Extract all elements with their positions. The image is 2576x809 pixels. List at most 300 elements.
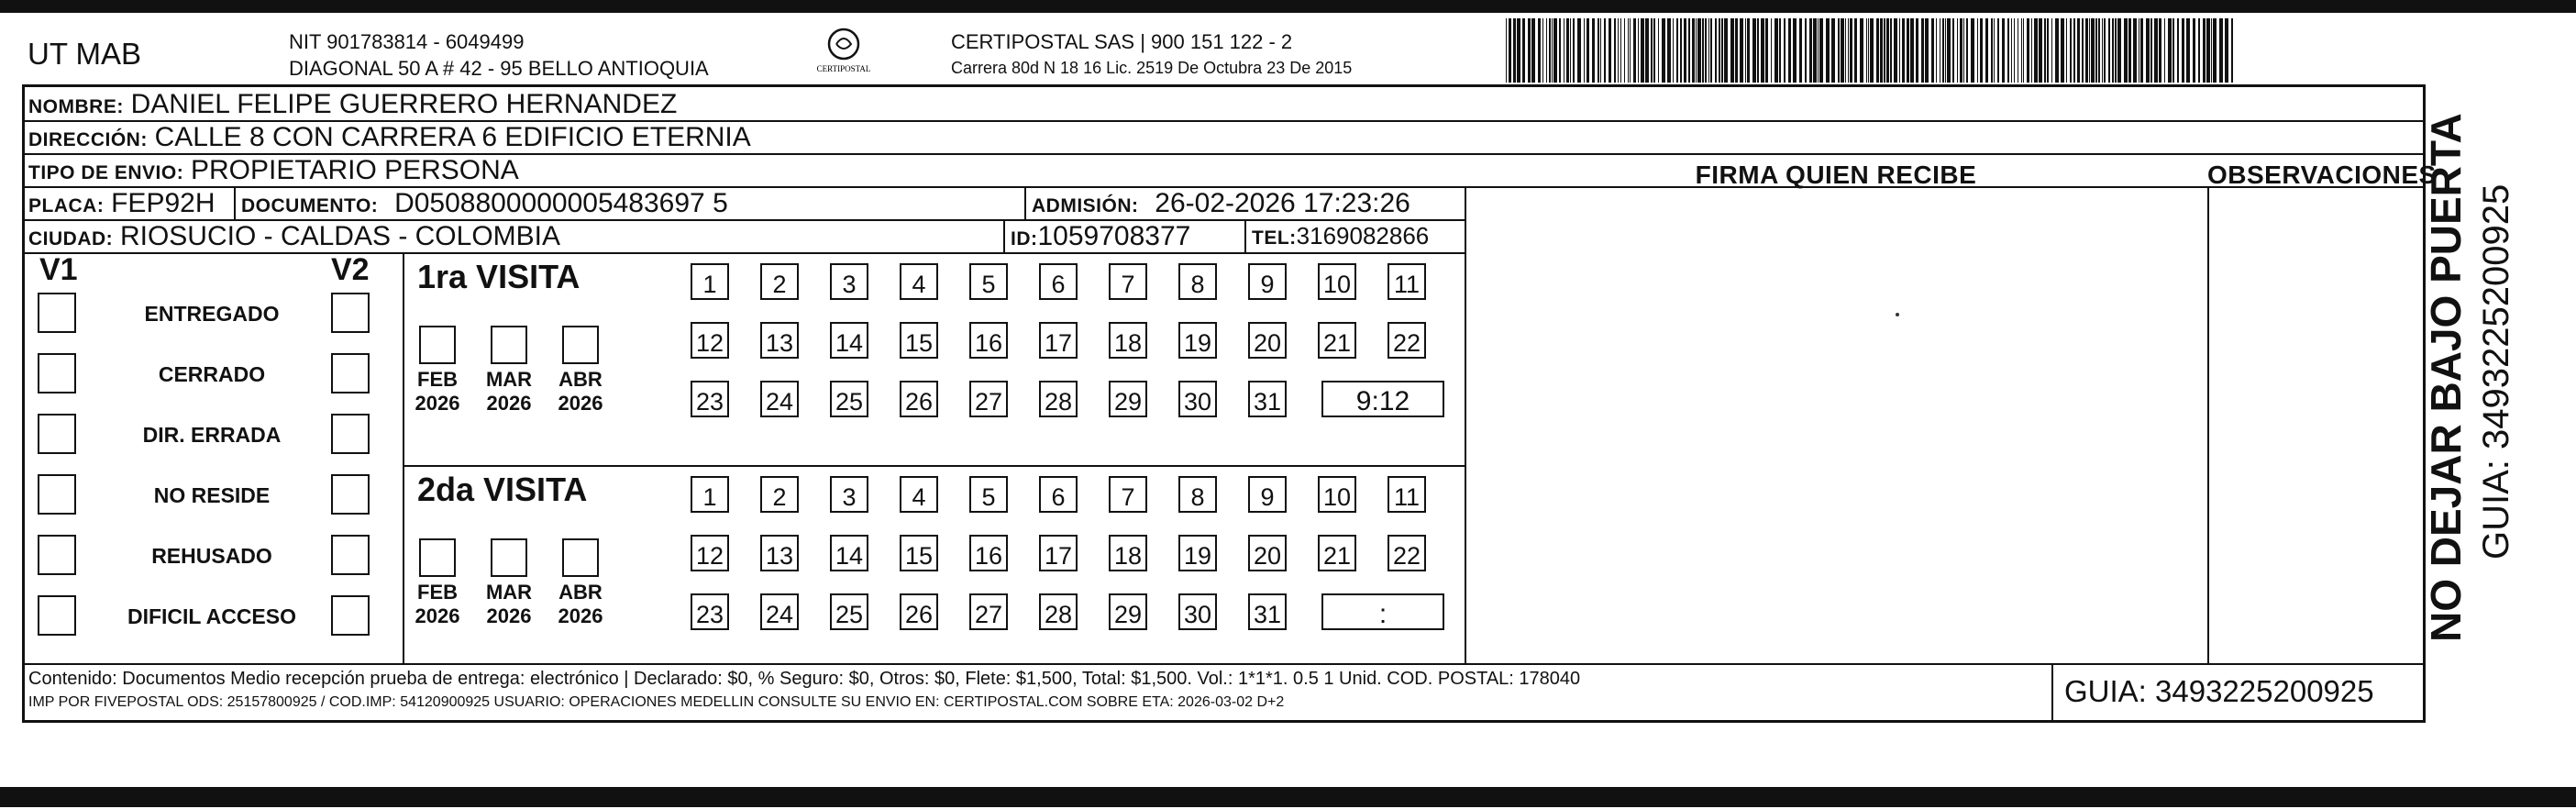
barcode-bar: [1971, 18, 1974, 83]
barcode-bar: [1592, 18, 1595, 83]
direccion-value: CALLE 8 CON CARRERA 6 EDIFICIO ETERNIA: [154, 122, 751, 152]
barcode-bar: [2168, 18, 2172, 83]
certipostal-logo: [812, 26, 876, 81]
day-box[interactable]: 14: [830, 535, 868, 571]
barcode-bar: [1688, 18, 1690, 83]
barcode-bar: [2089, 18, 2090, 83]
signature-mark: [1896, 313, 1899, 316]
carrier-license: Carrera 80d N 18 16 Lic. 2519 De Octubra 23 De 2015: [951, 59, 1353, 77]
barcode-bar: [1774, 18, 1778, 83]
barcode-bar: [1620, 18, 1621, 83]
day-box[interactable]: 2: [760, 476, 799, 513]
barcode-bar: [1528, 18, 1531, 83]
v2-checkbox[interactable]: [331, 353, 370, 393]
day-box[interactable]: 30: [1178, 593, 1217, 630]
v2-checkbox[interactable]: [331, 414, 370, 454]
day-box[interactable]: 15: [900, 322, 938, 359]
barcode-bar: [1604, 18, 1606, 83]
barcode-bar: [2154, 18, 2158, 83]
v1-checkbox[interactable]: [38, 595, 76, 636]
visit-title: 1ra VISITA: [417, 258, 580, 295]
barcode-bar: [1977, 18, 1978, 83]
barcode-bar: [2164, 18, 2165, 83]
barcode-bar: [1662, 18, 1665, 83]
day-box[interactable]: 14: [830, 322, 868, 359]
barcode-bar: [1614, 18, 1616, 83]
year-label: 2026: [415, 604, 460, 627]
barcode-bar: [2095, 18, 2097, 83]
barcode-bar: [1506, 18, 1507, 83]
day-box[interactable]: 5: [969, 263, 1008, 300]
company-address: DIAGONAL 50 A # 42 - 95 BELLO ANTIOQUIA: [289, 57, 709, 80]
barcode-bar: [2198, 18, 2200, 83]
barcode-bar: [2124, 18, 2128, 83]
v1-label: V1: [39, 252, 78, 287]
barcode-bar: [1936, 18, 1937, 83]
barcode-bar: [2077, 18, 2080, 83]
month-checkbox[interactable]: [491, 326, 527, 364]
barcode-bar: [1676, 18, 1678, 83]
day-box[interactable]: 18: [1109, 322, 1147, 359]
barcode-bar: [2102, 18, 2103, 83]
day-box[interactable]: 28: [1039, 381, 1078, 417]
barcode-bar: [2108, 18, 2110, 83]
day-box[interactable]: 3: [830, 476, 868, 513]
barcode-bar: [1730, 18, 1734, 83]
month-checkbox[interactable]: [562, 538, 599, 577]
barcode-bar: [1994, 18, 1995, 83]
nombre-value: DANIEL FELIPE GUERRERO HERNANDEZ: [130, 89, 678, 119]
barcode-bar: [1587, 18, 1589, 83]
barcode-bar: [1850, 18, 1852, 83]
barcode-bar: [2034, 18, 2038, 83]
tipo-envio-label: TIPO DE ENVIO:: [28, 162, 184, 183]
v1-checkbox[interactable]: [38, 414, 76, 454]
day-box[interactable]: 24: [760, 381, 799, 417]
year-label: 2026: [558, 392, 603, 415]
barcode-bar: [2186, 18, 2190, 83]
barcode-bar: [1793, 18, 1797, 83]
barcode-bar: [1771, 18, 1772, 83]
day-box[interactable]: 27: [969, 381, 1008, 417]
barcode-bar: [1966, 18, 1968, 83]
day-box[interactable]: 29: [1109, 593, 1147, 630]
status-option-label: ENTREGADO: [144, 302, 280, 326]
barcode-bar: [2027, 18, 2029, 83]
status-option-label: DIR. ERRADA: [142, 423, 282, 447]
barcode-bar: [2115, 18, 2117, 83]
barcode-bar: [2225, 18, 2228, 83]
day-box[interactable]: 1: [691, 263, 729, 300]
day-box[interactable]: 13: [760, 322, 799, 359]
barcode-bar: [1740, 18, 1743, 83]
day-box[interactable]: 20: [1248, 535, 1287, 571]
barcode-bar: [1513, 18, 1516, 83]
barcode-bar: [2002, 18, 2005, 83]
day-box[interactable]: 9: [1248, 263, 1287, 300]
ciudad-label: CIUDAD:: [28, 228, 114, 249]
barcode-bar: [1991, 18, 1993, 83]
barcode-bar: [1921, 18, 1924, 83]
day-box[interactable]: 12: [691, 535, 729, 571]
v2-checkbox[interactable]: [331, 474, 370, 515]
day-box[interactable]: 26: [900, 593, 938, 630]
barcode-bar: [1841, 18, 1844, 83]
v2-checkbox[interactable]: [331, 535, 370, 575]
barcode-bar: [1747, 18, 1750, 83]
barcode-bar: [1942, 18, 1944, 83]
barcode-bar: [2133, 18, 2137, 83]
day-box[interactable]: 10: [1318, 476, 1356, 513]
day-box[interactable]: 6: [1039, 476, 1078, 513]
day-box[interactable]: 5: [969, 476, 1008, 513]
barcode-bar: [1684, 18, 1686, 83]
time-box[interactable]: :: [1321, 593, 1444, 630]
day-box[interactable]: 8: [1178, 263, 1217, 300]
barcode-bar: [1715, 18, 1717, 83]
barcode-bar: [1819, 18, 1823, 83]
barcode-bar: [2203, 18, 2206, 83]
day-box[interactable]: 30: [1178, 381, 1217, 417]
barcode-bar: [1945, 18, 1946, 83]
barcode-bar: [1692, 18, 1695, 83]
day-box[interactable]: 11: [1388, 476, 1426, 513]
barcode-bar: [1584, 18, 1585, 83]
day-box[interactable]: 19: [1178, 535, 1217, 571]
year-label: 2026: [486, 604, 532, 627]
barcode-bar: [1826, 18, 1830, 83]
day-box[interactable]: 22: [1388, 322, 1426, 359]
barcode-bar: [1522, 18, 1525, 83]
direccion-label: DIRECCIÓN:: [28, 129, 148, 150]
documento-label: DOCUMENTO:: [241, 195, 379, 216]
time-box[interactable]: 9:12: [1321, 381, 1444, 417]
barcode-bar: [2021, 18, 2022, 83]
day-box[interactable]: 23: [691, 593, 729, 630]
year-label: 2026: [486, 392, 532, 415]
barcode-bar: [2104, 18, 2106, 83]
v2-label: V2: [331, 252, 370, 287]
barcode-bar: [2070, 18, 2072, 83]
barcode-bar: [1641, 18, 1644, 83]
barcode-bar: [1952, 18, 1954, 83]
bottom-border-bar: [0, 787, 2576, 807]
day-box[interactable]: 17: [1039, 535, 1078, 571]
barcode-bar: [2098, 18, 2100, 83]
barcode-bar: [1553, 18, 1557, 83]
side-guia: GUIA: 3493225200925: [2476, 183, 2516, 560]
nombre-label: NOMBRE:: [28, 96, 124, 117]
day-box[interactable]: 16: [969, 322, 1008, 359]
observaciones-header: OBSERVACIONES: [2207, 161, 2437, 189]
month-checkbox[interactable]: [419, 326, 456, 364]
barcode-bar: [1997, 18, 1999, 83]
barcode-bar: [1960, 18, 1962, 83]
barcode-bar: [1509, 18, 1511, 83]
tipo-envio-value: PROPIETARIO PERSONA: [190, 155, 519, 185]
side-warning: NO DEJAR BAJO PUERTA: [2422, 113, 2470, 642]
barcode-bar: [1542, 18, 1543, 83]
visit-title: 2da VISITA: [417, 471, 588, 508]
barcode-bar: [2182, 18, 2184, 83]
barcode-bar: [1870, 18, 1874, 83]
barcode-bar: [1667, 18, 1671, 83]
barcode-bar: [1813, 18, 1817, 83]
day-box[interactable]: 4: [900, 263, 938, 300]
barcode-bar: [2211, 18, 2212, 83]
barcode-bar: [1854, 18, 1857, 83]
admision-value: 26-02-2026 17:23:26: [1155, 188, 1410, 218]
imp-text: IMP POR FIVEPOSTAL ODS: 25157800925 / COD.IMP: 54120900925 USUARIO: OPERACIONES MEDELLIN CONSULTE SU ENVIO EN: CERTIPOSTAL.COM SOBRE ETA: 2026-03-02 D+2: [28, 694, 1285, 710]
barcode-bar: [1724, 18, 1728, 83]
day-box[interactable]: 29: [1109, 381, 1147, 417]
barcode-bar: [2007, 18, 2009, 83]
barcode-bar: [1957, 18, 1958, 83]
barcode-bar: [1784, 18, 1786, 83]
day-box[interactable]: 3: [830, 263, 868, 300]
barcode-bar: [1910, 18, 1914, 83]
day-box[interactable]: 18: [1109, 535, 1147, 571]
v1-checkbox[interactable]: [38, 535, 76, 575]
barcode-bar: [2039, 18, 2042, 83]
day-box[interactable]: 16: [969, 535, 1008, 571]
barcode-bar: [1673, 18, 1674, 83]
firma-header: FIRMA QUIEN RECIBE: [1695, 161, 1977, 189]
placa-value: FEP92H: [111, 188, 216, 218]
barcode-bar: [2117, 18, 2121, 83]
barcode-bar: [1517, 18, 1520, 83]
id-value: 1059708377: [1037, 221, 1191, 251]
day-box[interactable]: 11: [1388, 263, 1426, 300]
barcode-bar: [1549, 18, 1551, 83]
company-nit: NIT 901783814 - 6049499: [289, 30, 525, 53]
barcode-bar: [1531, 18, 1535, 83]
day-box[interactable]: 25: [830, 593, 868, 630]
barcode-bar: [1598, 18, 1599, 83]
shipping-form: [22, 84, 2437, 723]
day-box[interactable]: 21: [1318, 535, 1356, 571]
barcode-bar: [1848, 18, 1849, 83]
barcode-bar: [1653, 18, 1655, 83]
barcode-bar: [2091, 18, 2095, 83]
barcode-bar: [2044, 18, 2046, 83]
barcode-bar: [1757, 18, 1759, 83]
barcode-bar: [1702, 18, 1704, 83]
barcode-bar: [1573, 18, 1575, 83]
barcode-bar: [1552, 18, 1553, 83]
barcode-bar: [1630, 18, 1631, 83]
barcode-bar: [2140, 18, 2143, 83]
barcode-bar: [1985, 18, 1988, 83]
month-label: FEB: [417, 368, 458, 391]
barcode-bar: [1925, 18, 1929, 83]
status-option-label: CERRADO: [158, 362, 266, 386]
day-box[interactable]: 22: [1388, 535, 1426, 571]
barcode-bar: [2219, 18, 2223, 83]
barcode-bar: [1860, 18, 1863, 83]
barcode-bar: [2213, 18, 2217, 83]
barcode-bar: [1788, 18, 1791, 83]
v1-checkbox[interactable]: [38, 293, 76, 333]
barcode-bar: [2159, 18, 2161, 83]
barcode-bar: [1680, 18, 1682, 83]
barcode-bar: [2031, 18, 2032, 83]
barcode-bar: [1899, 18, 1900, 83]
barcode-bar: [2231, 18, 2233, 83]
day-box[interactable]: 27: [969, 593, 1008, 630]
barcode-bar: [1658, 18, 1659, 83]
barcode-bar: [1963, 18, 1964, 83]
barcode-bar: [2150, 18, 2152, 83]
barcode-bar: [1638, 18, 1639, 83]
barcode-bar: [1894, 18, 1897, 83]
barcode-bar: [1907, 18, 1909, 83]
barcode-bar: [1838, 18, 1840, 83]
barcode-bar: [1719, 18, 1720, 83]
guia-footer: GUIA: 3493225200925: [2064, 674, 2374, 708]
v2-checkbox[interactable]: [331, 293, 370, 333]
day-box[interactable]: 8: [1178, 476, 1217, 513]
barcode-bar: [2112, 18, 2114, 83]
barcode-bar: [1624, 18, 1625, 83]
barcode-bar: [1779, 18, 1781, 83]
barcode-bar: [1735, 18, 1738, 83]
barcode-bar: [1931, 18, 1934, 83]
barcode-bar: [1868, 18, 1869, 83]
carrier-name: CERTIPOSTAL SAS | 900 151 122 - 2: [951, 30, 1293, 53]
barcode-bar: [1577, 18, 1581, 83]
barcode-bar: [1538, 18, 1541, 83]
barcode-bar: [1618, 18, 1619, 83]
day-box[interactable]: 12: [691, 322, 729, 359]
month-label: ABR: [558, 581, 603, 604]
day-box[interactable]: 17: [1039, 322, 1078, 359]
barcode-bar: [2051, 18, 2052, 83]
day-box[interactable]: 2: [760, 263, 799, 300]
barcode-bar: [1818, 18, 1819, 83]
month-checkbox[interactable]: [562, 326, 599, 364]
month-label: MAR: [485, 581, 533, 604]
barcode-bar: [2073, 18, 2075, 83]
barcode: [1504, 18, 2238, 83]
month-label: FEB: [417, 581, 458, 604]
documento-value: D0508800000005483697 5: [394, 188, 728, 218]
status-option-label: DIFICIL ACCESO: [127, 604, 296, 628]
day-box[interactable]: 19: [1178, 322, 1217, 359]
barcode-bar: [1566, 18, 1569, 83]
barcode-bar: [1765, 18, 1768, 83]
day-box[interactable]: 25: [830, 381, 868, 417]
month-label: MAR: [485, 368, 533, 391]
barcode-bar: [1947, 18, 1951, 83]
barcode-bar: [1890, 18, 1892, 83]
barcode-bar: [1696, 18, 1697, 83]
barcode-bar: [1705, 18, 1707, 83]
day-box[interactable]: 7: [1109, 476, 1147, 513]
day-box[interactable]: 13: [760, 535, 799, 571]
day-box[interactable]: 9: [1248, 476, 1287, 513]
barcode-bar: [1902, 18, 1905, 83]
barcode-bar: [1600, 18, 1601, 83]
id-label: ID:: [1011, 228, 1038, 249]
barcode-bar: [1845, 18, 1846, 83]
barcode-bar: [1761, 18, 1764, 83]
logo-lettering: CERTIPOSTAL: [816, 64, 871, 73]
barcode-bar: [1876, 18, 1879, 83]
v1-checkbox[interactable]: [38, 474, 76, 515]
barcode-bar: [1805, 18, 1807, 83]
barcode-bar: [1799, 18, 1802, 83]
barcode-bar: [2014, 18, 2015, 83]
day-box[interactable]: 20: [1248, 322, 1287, 359]
day-box[interactable]: 24: [760, 593, 799, 630]
barcode-bar: [1609, 18, 1611, 83]
barcode-bar: [1721, 18, 1723, 83]
barcode-bar: [1884, 18, 1885, 83]
day-box[interactable]: 23: [691, 381, 729, 417]
day-box[interactable]: 31: [1248, 593, 1287, 630]
contenido-text: Contenido: Documentos Medio recepción prueba de entrega: electrónico | Declarado: $0, % Seguro: $0, Otros: $0, Flete: $1,500, Total: $1,500. Vol.: 1*1*1. 0.5 1 Unid. COD. POSTAL: 178040: [28, 669, 1581, 689]
day-box[interactable]: 7: [1109, 263, 1147, 300]
barcode-bar: [1710, 18, 1712, 83]
barcode-bar: [1628, 18, 1629, 83]
day-box[interactable]: 15: [900, 535, 938, 571]
barcode-bar: [1745, 18, 1746, 83]
day-box[interactable]: 6: [1039, 263, 1078, 300]
v1-checkbox[interactable]: [38, 353, 76, 393]
day-box[interactable]: 4: [900, 476, 938, 513]
barcode-bar: [2177, 18, 2179, 83]
company-name: UT MAB: [28, 37, 142, 71]
barcode-bar: [1559, 18, 1561, 83]
barcode-bar: [1866, 18, 1867, 83]
barcode-bar: [2055, 18, 2059, 83]
barcode-bar: [1916, 18, 1918, 83]
barcode-bar: [1697, 18, 1701, 83]
barcode-bar: [1831, 18, 1835, 83]
day-box[interactable]: 26: [900, 381, 938, 417]
month-checkbox[interactable]: [419, 538, 456, 577]
barcode-bar: [1633, 18, 1636, 83]
barcode-bar: [2128, 18, 2131, 83]
barcode-bar: [1708, 18, 1709, 83]
barcode-bar: [1546, 18, 1547, 83]
day-box[interactable]: 10: [1318, 263, 1356, 300]
admision-label: ADMISIÓN:: [1032, 195, 1139, 216]
top-border-bar: [0, 0, 2576, 13]
barcode-bar: [1645, 18, 1649, 83]
barcode-bar: [2061, 18, 2064, 83]
month-checkbox[interactable]: [491, 538, 527, 577]
day-box[interactable]: 1: [691, 476, 729, 513]
status-option-label: REHUSADO: [151, 544, 272, 568]
year-label: 2026: [558, 604, 603, 627]
day-box[interactable]: 28: [1039, 593, 1078, 630]
day-box[interactable]: 31: [1248, 381, 1287, 417]
barcode-bar: [1886, 18, 1889, 83]
barcode-bar: [1880, 18, 1883, 83]
barcode-bar: [2011, 18, 2012, 83]
barcode-bar: [1809, 18, 1812, 83]
barcode-bar: [2082, 18, 2084, 83]
barcode-bar: [2047, 18, 2049, 83]
day-box[interactable]: 21: [1318, 322, 1356, 359]
ciudad-value: RIOSUCIO - CALDAS - COLOMBIA: [119, 221, 561, 251]
barcode-bar: [1570, 18, 1571, 83]
tel-value: 3169082866: [1296, 222, 1430, 249]
v2-checkbox[interactable]: [331, 595, 370, 636]
barcode-bar: [2206, 18, 2210, 83]
